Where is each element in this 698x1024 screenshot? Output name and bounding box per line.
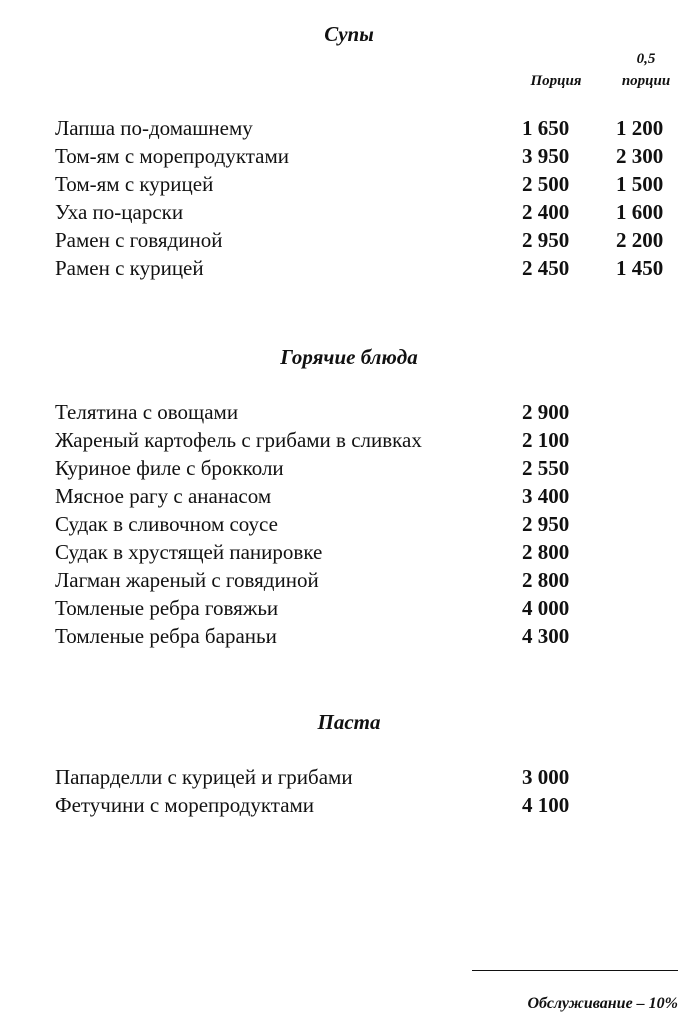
item-name: Томленые ребра говяжьи: [55, 596, 279, 620]
item-price: 4 000: [522, 596, 570, 620]
item-price: 2 800: [522, 540, 570, 564]
menu-item: [0, 538, 698, 566]
item-half-price: 1 500: [616, 172, 664, 196]
item-name: Куриное филе с брокколи: [55, 456, 284, 480]
section-title-pasta: Паста: [317, 710, 381, 734]
menu-item: [0, 482, 698, 510]
item-name: Лагман жареный с говядиной: [55, 568, 319, 592]
item-price: 2 450: [522, 256, 570, 280]
item-half-price: 1 450: [616, 256, 664, 280]
item-half-price: 2 200: [616, 228, 664, 252]
menu-item: [0, 114, 698, 142]
item-name: Рамен с курицей: [55, 256, 204, 280]
item-price: 1 650: [522, 116, 570, 140]
item-name: Томленые ребра бараньи: [55, 624, 277, 648]
item-name: Фетучини с морепродуктами: [55, 793, 315, 817]
menu-item: [0, 510, 698, 538]
item-price: 3 400: [522, 484, 570, 508]
signature-line: [472, 970, 678, 971]
item-name: Лапша по-домашнему: [55, 116, 253, 140]
item-price: 4 300: [522, 624, 570, 648]
item-price: 4 100: [522, 793, 570, 817]
item-name: Папарделли с курицей и грибами: [55, 765, 353, 789]
section-title-soups: Супы: [324, 22, 374, 46]
menu-item: [0, 198, 698, 226]
item-name: Рамен с говядиной: [55, 228, 223, 252]
item-name: Телятина с овощами: [55, 400, 239, 424]
menu-item: [0, 763, 698, 791]
item-half-price: 1 200: [616, 116, 664, 140]
menu-item: [0, 226, 698, 254]
section-title-hot-dishes: Горячие блюда: [280, 345, 418, 369]
item-name: Жареный картофель с грибами в сливках: [55, 428, 422, 452]
item-price: 2 100: [522, 428, 570, 452]
column-header-portion: Порция: [530, 73, 582, 89]
item-half-price: 1 600: [616, 200, 664, 224]
item-price: 2 950: [522, 512, 570, 536]
item-price: 3 950: [522, 144, 570, 168]
item-price: 2 550: [522, 456, 570, 480]
menu-item: [0, 254, 698, 282]
item-price: 2 400: [522, 200, 570, 224]
item-name: Мясное рагу с ананасом: [55, 484, 272, 508]
menu-item: [0, 622, 698, 650]
item-name: Судак в хрустящей панировке: [55, 540, 323, 564]
column-header-half-bottom: порции: [621, 73, 671, 89]
item-price: 2 900: [522, 400, 570, 424]
menu-item: [0, 142, 698, 170]
item-price: 2 950: [522, 228, 570, 252]
item-price: 2 800: [522, 568, 570, 592]
service-charge-note: Обслуживание – 10%: [527, 995, 678, 1012]
menu-item: [0, 791, 698, 819]
item-name: Судак в сливочном соусе: [55, 512, 278, 536]
item-price: 2 500: [522, 172, 570, 196]
menu-item: [0, 594, 698, 622]
column-header-half-top: 0,5: [636, 51, 656, 67]
item-name: Том-ям с морепродуктами: [55, 144, 290, 168]
item-name: Уха по-царски: [55, 200, 184, 224]
menu-item: [0, 426, 698, 454]
item-name: Том-ям с курицей: [55, 172, 214, 196]
menu-item: [0, 566, 698, 594]
menu-item: [0, 170, 698, 198]
item-half-price: 2 300: [616, 144, 664, 168]
item-price: 3 000: [522, 765, 570, 789]
menu-item: [0, 398, 698, 426]
menu-item: [0, 454, 698, 482]
